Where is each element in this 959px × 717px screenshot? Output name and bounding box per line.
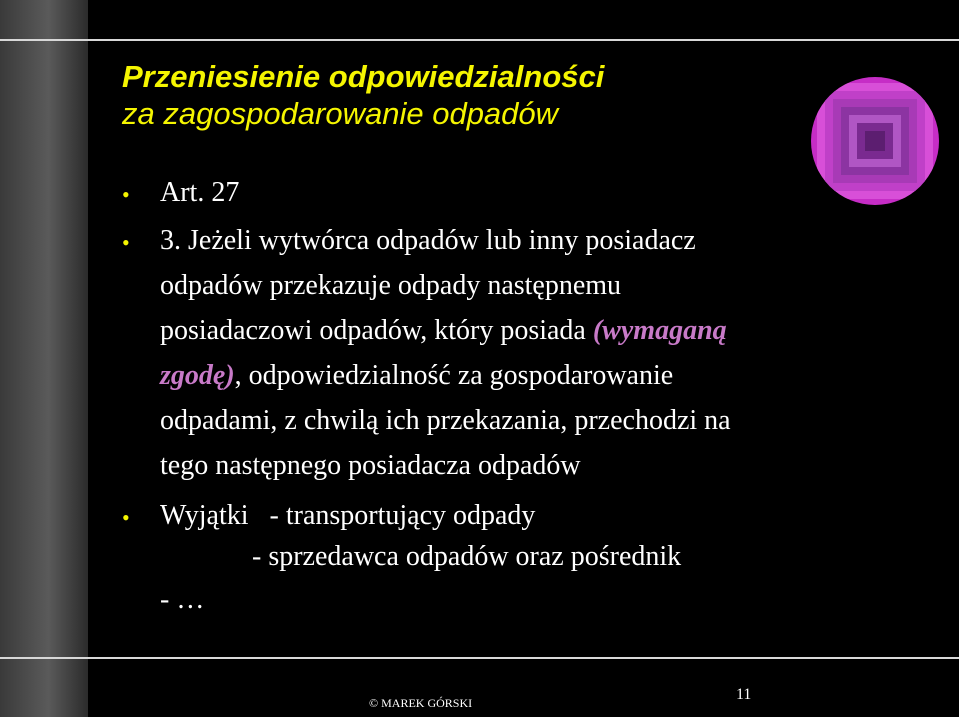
bottom-divider <box>0 657 959 659</box>
left-decor-bar <box>0 0 88 717</box>
title-line-2: za zagospodarowanie odpadów <box>122 96 559 131</box>
paragraph-line-4-text: , odpowiedzialność za gospodarowanie <box>234 360 674 391</box>
paragraph-line-5: odpadami, z chwilą ich przekazania, przechodzi na <box>160 405 731 436</box>
top-divider <box>0 39 959 41</box>
emphasis-text: (wymaganą <box>592 315 727 346</box>
paragraph-line-3-text: posiadaczowi odpadów, który posiada <box>160 315 593 346</box>
paragraph-line-6: tego następnego posiadacza odpadów <box>160 450 581 481</box>
slide-title <box>122 58 604 132</box>
exceptions-line-2: - sprzedawca odpadów oraz pośrednik <box>252 541 682 572</box>
footer-copyright: © MAREK GÓRSKI <box>369 696 473 710</box>
article-label: Art. 27 <box>160 177 240 208</box>
exceptions-line-1: Wyjątki - transportujący odpady <box>160 500 536 531</box>
bullet-icon: • <box>122 182 130 207</box>
exceptions-line-3: - … <box>160 584 205 615</box>
decorative-circle-icon <box>811 77 939 205</box>
title-line-1: Przeniesienie odpowiedzialności <box>122 59 605 94</box>
paragraph-line-3 <box>160 308 727 353</box>
paragraph-line-4 <box>160 353 673 398</box>
emphasis-text: zgodę) <box>160 360 235 391</box>
page-number: 11 <box>736 686 752 703</box>
bullet-icon: • <box>122 505 130 530</box>
paragraph-line-1: 3. Jeżeli wytwórca odpadów lub inny posiadacz <box>160 225 696 256</box>
paragraph-line-2: odpadów przekazuje odpady następnemu <box>160 270 622 301</box>
bullet-icon: • <box>122 230 130 255</box>
